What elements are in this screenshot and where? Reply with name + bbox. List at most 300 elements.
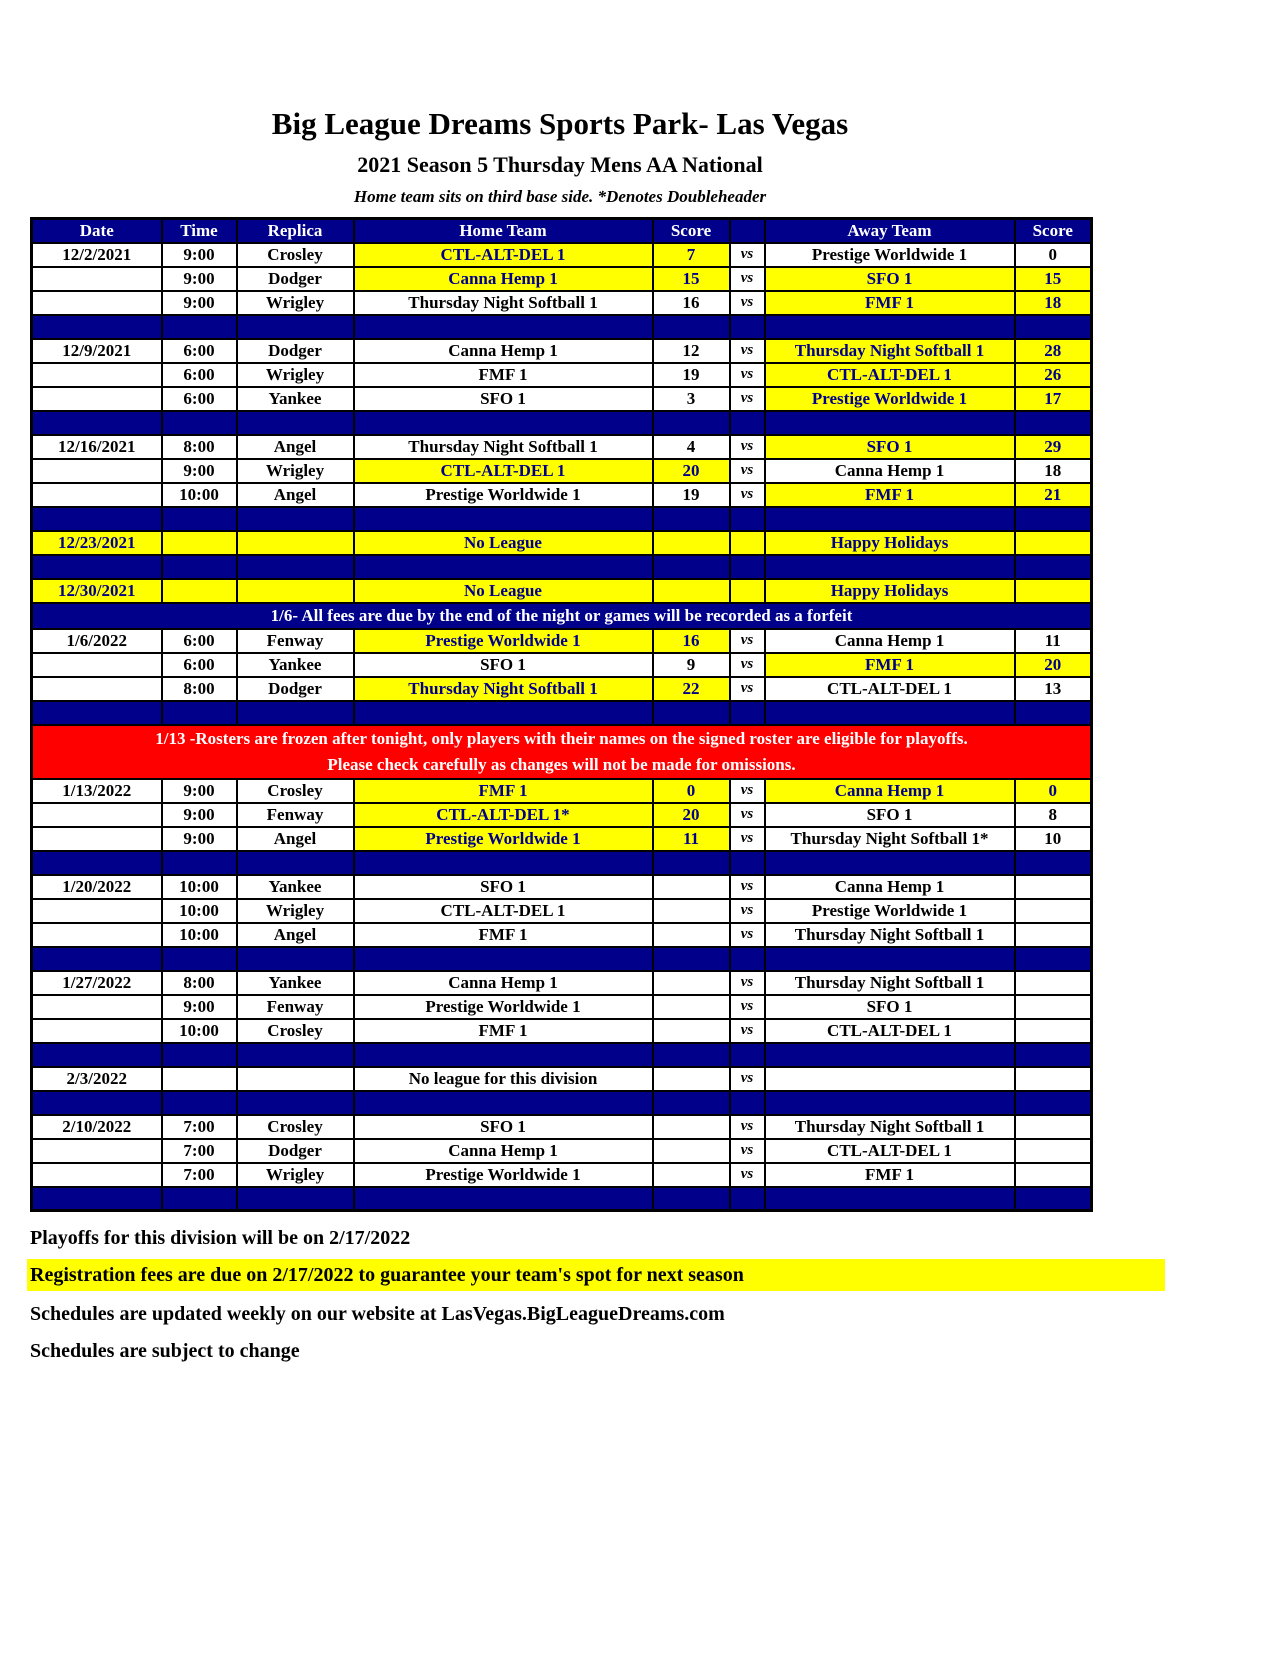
away-team-cell: Thursday Night Softball 1	[765, 339, 1015, 363]
separator-home-team-cell	[354, 555, 653, 579]
home-score-cell	[653, 875, 730, 899]
col-header-away-team: Away Team	[765, 219, 1015, 243]
col-header-date: Date	[32, 219, 162, 243]
game-row	[32, 387, 1092, 411]
separator-row	[32, 1187, 1092, 1211]
game-row	[32, 267, 1092, 291]
separator-home-score-cell	[653, 1091, 730, 1115]
separator-vs-cell	[730, 1091, 765, 1115]
separator-vs-cell	[730, 851, 765, 875]
away-team-cell: FMF 1	[765, 291, 1015, 315]
game-row	[32, 875, 1092, 899]
game-row	[32, 779, 1092, 803]
away-score-cell: 13	[1015, 677, 1092, 701]
away-score-cell	[1015, 579, 1092, 603]
banner-line: 1/6- All fees are due by the end of the night or games will be recorded as a forfeit	[270, 605, 853, 625]
replica-cell: Angel	[237, 923, 354, 947]
away-team-cell: SFO 1	[765, 803, 1015, 827]
away-score-cell: 15	[1015, 267, 1092, 291]
registration-note: Registration fees are due on 2/17/2022 to guarantee your team's spot for next season	[27, 1259, 1165, 1291]
time-cell: 7:00	[162, 1163, 237, 1187]
game-row	[32, 243, 1092, 267]
home-team-cell: SFO 1	[354, 387, 653, 411]
table-header-row	[32, 219, 1092, 243]
replica-cell	[237, 579, 354, 603]
replica-cell: Wrigley	[237, 291, 354, 315]
date-cell	[32, 899, 162, 923]
away-team-cell: Prestige Worldwide 1	[765, 899, 1015, 923]
home-team-note: Home team sits on third base side. *Denotes Doubleheader	[353, 187, 767, 206]
away-score-cell: 21	[1015, 483, 1092, 507]
game-row	[32, 363, 1092, 387]
game-row	[32, 629, 1092, 653]
red-banner-cell	[32, 725, 1092, 779]
replica-cell	[237, 531, 354, 555]
home-score-cell: 19	[653, 363, 730, 387]
time-cell: 8:00	[162, 677, 237, 701]
away-score-cell	[1015, 1067, 1092, 1091]
separator-vs-cell	[730, 1187, 765, 1211]
home-score-cell: 3	[653, 387, 730, 411]
separator-home-score-cell	[653, 411, 730, 435]
date-cell	[32, 1019, 162, 1043]
away-team-cell: FMF 1	[765, 1163, 1015, 1187]
away-score-cell: 0	[1015, 243, 1092, 267]
home-team-cell: CTL-ALT-DEL 1	[354, 243, 653, 267]
separator-time-cell	[162, 555, 237, 579]
home-team-cell: Prestige Worldwide 1	[354, 995, 653, 1019]
banner-line: 1/13 -Rosters are frozen after tonight, only players with their names on the signed roster are eligible for playoffs.	[155, 728, 968, 748]
away-score-cell: 20	[1015, 653, 1092, 677]
separator-time-cell	[162, 507, 237, 531]
home-score-cell	[653, 971, 730, 995]
away-score-cell: 18	[1015, 291, 1092, 315]
game-row	[32, 677, 1092, 701]
vs-cell: vs	[730, 363, 765, 387]
separator-away-team-cell	[765, 555, 1015, 579]
col-header-home-score: Score	[653, 219, 730, 243]
home-score-cell: 16	[653, 629, 730, 653]
home-team-cell: Canna Hemp 1	[354, 339, 653, 363]
separator-time-cell	[162, 947, 237, 971]
vs-cell: vs	[730, 291, 765, 315]
home-team-cell: Canna Hemp 1	[354, 971, 653, 995]
col-header-replica: Replica	[237, 219, 354, 243]
vs-cell: vs	[730, 459, 765, 483]
away-score-cell	[1015, 971, 1092, 995]
home-score-cell	[653, 1139, 730, 1163]
time-cell: 9:00	[162, 779, 237, 803]
away-score-cell	[1015, 923, 1092, 947]
date-cell: 1/27/2022	[32, 971, 162, 995]
separator-date-cell	[32, 947, 162, 971]
date-cell: 1/20/2022	[32, 875, 162, 899]
replica-cell: Wrigley	[237, 363, 354, 387]
home-score-cell	[653, 923, 730, 947]
vs-cell: vs	[730, 387, 765, 411]
date-cell: 12/9/2021	[32, 339, 162, 363]
home-team-cell: FMF 1	[354, 923, 653, 947]
separator-away-score-cell	[1015, 411, 1092, 435]
separator-vs-cell	[730, 1043, 765, 1067]
banner-row	[32, 725, 1092, 779]
game-row	[32, 459, 1092, 483]
separator-replica-cell	[237, 411, 354, 435]
time-cell: 7:00	[162, 1139, 237, 1163]
home-team-cell: FMF 1	[354, 779, 653, 803]
separator-replica-cell	[237, 1043, 354, 1067]
vs-cell: vs	[730, 1139, 765, 1163]
time-cell: 9:00	[162, 459, 237, 483]
separator-home-team-cell	[354, 1043, 653, 1067]
time-cell: 10:00	[162, 899, 237, 923]
separator-away-score-cell	[1015, 1043, 1092, 1067]
home-team-cell: Canna Hemp 1	[354, 1139, 653, 1163]
date-cell: 12/2/2021	[32, 243, 162, 267]
away-team-cell: Prestige Worldwide 1	[765, 243, 1015, 267]
time-cell: 10:00	[162, 483, 237, 507]
separator-home-team-cell	[354, 851, 653, 875]
separator-replica-cell	[237, 507, 354, 531]
separator-row	[32, 555, 1092, 579]
separator-replica-cell	[237, 1091, 354, 1115]
away-team-cell: Thursday Night Softball 1	[765, 971, 1015, 995]
separator-away-score-cell	[1015, 1187, 1092, 1211]
home-score-cell	[653, 531, 730, 555]
time-cell: 9:00	[162, 995, 237, 1019]
home-score-cell: 7	[653, 243, 730, 267]
subject-to-change-note: Schedules are subject to change	[30, 1340, 300, 1362]
separator-replica-cell	[237, 701, 354, 725]
date-cell: 2/3/2022	[32, 1067, 162, 1091]
vs-cell	[730, 579, 765, 603]
away-team-cell: Thursday Night Softball 1	[765, 1115, 1015, 1139]
separator-home-score-cell	[653, 1187, 730, 1211]
time-cell: 8:00	[162, 435, 237, 459]
date-cell	[32, 653, 162, 677]
game-row	[32, 291, 1092, 315]
vs-cell: vs	[730, 243, 765, 267]
replica-cell: Fenway	[237, 803, 354, 827]
separator-vs-cell	[730, 555, 765, 579]
separator-time-cell	[162, 411, 237, 435]
home-team-cell: Prestige Worldwide 1	[354, 1163, 653, 1187]
home-score-cell: 19	[653, 483, 730, 507]
replica-cell: Angel	[237, 435, 354, 459]
vs-cell: vs	[730, 1163, 765, 1187]
document-footer	[30, 1224, 1280, 1365]
vs-cell: vs	[730, 827, 765, 851]
game-row	[32, 435, 1092, 459]
separator-time-cell	[162, 315, 237, 339]
home-score-cell: 0	[653, 779, 730, 803]
replica-cell: Crosley	[237, 779, 354, 803]
home-score-cell	[653, 579, 730, 603]
away-score-cell: 8	[1015, 803, 1092, 827]
home-score-cell	[653, 1019, 730, 1043]
separator-vs-cell	[730, 701, 765, 725]
home-team-cell: CTL-ALT-DEL 1	[354, 459, 653, 483]
date-cell: 2/10/2022	[32, 1115, 162, 1139]
replica-cell: Crosley	[237, 1019, 354, 1043]
vs-cell: vs	[730, 803, 765, 827]
away-score-cell	[1015, 1163, 1092, 1187]
away-score-cell	[1015, 875, 1092, 899]
date-cell: 1/6/2022	[32, 629, 162, 653]
away-team-cell: CTL-ALT-DEL 1	[765, 363, 1015, 387]
time-cell	[162, 579, 237, 603]
time-cell: 6:00	[162, 653, 237, 677]
replica-cell: Yankee	[237, 971, 354, 995]
vs-cell: vs	[730, 653, 765, 677]
game-row	[32, 483, 1092, 507]
separator-vs-cell	[730, 947, 765, 971]
col-header-home-team: Home Team	[354, 219, 653, 243]
game-row	[32, 1019, 1092, 1043]
vs-cell: vs	[730, 923, 765, 947]
away-team-cell: Happy Holidays	[765, 579, 1015, 603]
game-row	[32, 653, 1092, 677]
separator-home-score-cell	[653, 507, 730, 531]
vs-cell: vs	[730, 971, 765, 995]
away-team-cell: SFO 1	[765, 267, 1015, 291]
replica-cell: Wrigley	[237, 899, 354, 923]
separator-home-score-cell	[653, 315, 730, 339]
home-score-cell: 11	[653, 827, 730, 851]
replica-cell: Dodger	[237, 339, 354, 363]
separator-row	[32, 315, 1092, 339]
home-team-cell: Thursday Night Softball 1	[354, 291, 653, 315]
separator-date-cell	[32, 701, 162, 725]
away-score-cell	[1015, 531, 1092, 555]
home-score-cell: 22	[653, 677, 730, 701]
separator-home-team-cell	[354, 411, 653, 435]
separator-vs-cell	[730, 315, 765, 339]
away-score-cell: 17	[1015, 387, 1092, 411]
game-row	[32, 995, 1092, 1019]
separator-home-team-cell	[354, 701, 653, 725]
vs-cell: vs	[730, 629, 765, 653]
replica-cell: Angel	[237, 827, 354, 851]
away-score-cell: 28	[1015, 339, 1092, 363]
time-cell: 9:00	[162, 291, 237, 315]
game-row	[32, 1139, 1092, 1163]
separator-time-cell	[162, 701, 237, 725]
away-score-cell	[1015, 1139, 1092, 1163]
replica-cell: Angel	[237, 483, 354, 507]
separator-date-cell	[32, 507, 162, 531]
time-cell: 9:00	[162, 243, 237, 267]
separator-date-cell	[32, 411, 162, 435]
separator-away-team-cell	[765, 507, 1015, 531]
separator-away-team-cell	[765, 1187, 1015, 1211]
separator-away-team-cell	[765, 851, 1015, 875]
separator-away-score-cell	[1015, 315, 1092, 339]
separator-away-score-cell	[1015, 507, 1092, 531]
away-team-cell: Canna Hemp 1	[765, 779, 1015, 803]
replica-cell: Dodger	[237, 677, 354, 701]
separator-time-cell	[162, 1187, 237, 1211]
separator-away-score-cell	[1015, 947, 1092, 971]
date-cell	[32, 459, 162, 483]
website-note: Schedules are updated weekly on our website at LasVegas.BigLeagueDreams.com	[30, 1303, 725, 1325]
away-score-cell	[1015, 995, 1092, 1019]
date-cell: 12/30/2021	[32, 579, 162, 603]
home-team-cell: SFO 1	[354, 1115, 653, 1139]
home-team-cell: CTL-ALT-DEL 1*	[354, 803, 653, 827]
away-team-cell: Happy Holidays	[765, 531, 1015, 555]
home-team-cell: Prestige Worldwide 1	[354, 827, 653, 851]
col-header-vs	[730, 219, 765, 243]
banner-row	[32, 603, 1092, 629]
replica-cell: Wrigley	[237, 1163, 354, 1187]
home-score-cell: 15	[653, 267, 730, 291]
away-score-cell	[1015, 1019, 1092, 1043]
separator-away-team-cell	[765, 315, 1015, 339]
separator-row	[32, 411, 1092, 435]
away-team-cell: CTL-ALT-DEL 1	[765, 677, 1015, 701]
separator-replica-cell	[237, 555, 354, 579]
col-header-away-score: Score	[1015, 219, 1092, 243]
separator-replica-cell	[237, 1187, 354, 1211]
schedule-table	[30, 217, 1093, 1212]
home-score-cell	[653, 995, 730, 1019]
separator-away-team-cell	[765, 701, 1015, 725]
away-team-cell: CTL-ALT-DEL 1	[765, 1139, 1015, 1163]
home-team-cell: No league for this division	[354, 1067, 653, 1091]
replica-cell: Yankee	[237, 387, 354, 411]
holiday-row	[32, 531, 1092, 555]
game-row	[32, 971, 1092, 995]
time-cell: 10:00	[162, 1019, 237, 1043]
replica-cell: Yankee	[237, 653, 354, 677]
time-cell: 6:00	[162, 629, 237, 653]
time-cell: 9:00	[162, 827, 237, 851]
away-team-cell: SFO 1	[765, 435, 1015, 459]
vs-cell: vs	[730, 1115, 765, 1139]
date-cell	[32, 827, 162, 851]
vs-cell: vs	[730, 1019, 765, 1043]
separator-home-team-cell	[354, 315, 653, 339]
time-cell: 9:00	[162, 267, 237, 291]
vs-cell: vs	[730, 995, 765, 1019]
away-score-cell	[1015, 899, 1092, 923]
home-score-cell	[653, 1115, 730, 1139]
separator-home-score-cell	[653, 851, 730, 875]
away-team-cell: FMF 1	[765, 653, 1015, 677]
replica-cell: Crosley	[237, 243, 354, 267]
home-team-cell: No League	[354, 531, 653, 555]
separator-home-team-cell	[354, 1091, 653, 1115]
vs-cell: vs	[730, 1067, 765, 1091]
vs-cell: vs	[730, 677, 765, 701]
separator-home-team-cell	[354, 507, 653, 531]
away-team-cell: Canna Hemp 1	[765, 875, 1015, 899]
game-row	[32, 339, 1092, 363]
vs-cell: vs	[730, 483, 765, 507]
separator-row	[32, 701, 1092, 725]
date-cell: 12/23/2021	[32, 531, 162, 555]
col-header-time: Time	[162, 219, 237, 243]
game-row	[32, 1115, 1092, 1139]
away-score-cell: 18	[1015, 459, 1092, 483]
replica-cell: Crosley	[237, 1115, 354, 1139]
home-team-cell: SFO 1	[354, 653, 653, 677]
vs-cell: vs	[730, 339, 765, 363]
home-score-cell	[653, 1067, 730, 1091]
home-team-cell: No League	[354, 579, 653, 603]
date-cell: 12/16/2021	[32, 435, 162, 459]
separator-home-score-cell	[653, 947, 730, 971]
time-cell: 9:00	[162, 803, 237, 827]
separator-away-score-cell	[1015, 701, 1092, 725]
time-cell: 8:00	[162, 971, 237, 995]
holiday-row	[32, 579, 1092, 603]
away-score-cell: 29	[1015, 435, 1092, 459]
away-score-cell	[1015, 1115, 1092, 1139]
time-cell: 6:00	[162, 339, 237, 363]
separator-date-cell	[32, 315, 162, 339]
season-subtitle: 2021 Season 5 Thursday Mens AA National	[357, 152, 763, 177]
separator-date-cell	[32, 1187, 162, 1211]
separator-away-team-cell	[765, 1091, 1015, 1115]
replica-cell: Yankee	[237, 875, 354, 899]
date-cell	[32, 267, 162, 291]
separator-replica-cell	[237, 851, 354, 875]
separator-home-score-cell	[653, 555, 730, 579]
replica-cell: Dodger	[237, 267, 354, 291]
separator-home-score-cell	[653, 1043, 730, 1067]
time-cell: 6:00	[162, 363, 237, 387]
separator-date-cell	[32, 1091, 162, 1115]
away-team-cell: Thursday Night Softball 1	[765, 923, 1015, 947]
game-row	[32, 803, 1092, 827]
time-cell: 10:00	[162, 923, 237, 947]
page-title: Big League Dreams Sports Park- Las Vegas	[271, 106, 849, 141]
playoffs-note: Playoffs for this division will be on 2/17/2022	[30, 1227, 411, 1249]
separator-date-cell	[32, 555, 162, 579]
home-team-cell: FMF 1	[354, 363, 653, 387]
date-cell	[32, 291, 162, 315]
separator-vs-cell	[730, 507, 765, 531]
away-team-cell: FMF 1	[765, 483, 1015, 507]
away-score-cell: 0	[1015, 779, 1092, 803]
time-cell	[162, 531, 237, 555]
vs-cell: vs	[730, 267, 765, 291]
separator-time-cell	[162, 1043, 237, 1067]
home-team-cell: Prestige Worldwide 1	[354, 629, 653, 653]
separator-row	[32, 947, 1092, 971]
away-team-cell: SFO 1	[765, 995, 1015, 1019]
vs-cell	[730, 531, 765, 555]
separator-away-team-cell	[765, 411, 1015, 435]
game-row	[32, 827, 1092, 851]
separator-home-score-cell	[653, 701, 730, 725]
replica-cell: Fenway	[237, 995, 354, 1019]
separator-replica-cell	[237, 947, 354, 971]
vs-cell: vs	[730, 435, 765, 459]
date-cell	[32, 995, 162, 1019]
separator-away-score-cell	[1015, 851, 1092, 875]
separator-date-cell	[32, 851, 162, 875]
home-team-cell: Thursday Night Softball 1	[354, 677, 653, 701]
date-cell	[32, 677, 162, 701]
home-score-cell	[653, 899, 730, 923]
date-cell	[32, 363, 162, 387]
separator-away-team-cell	[765, 1043, 1015, 1067]
time-cell: 6:00	[162, 387, 237, 411]
separator-row	[32, 851, 1092, 875]
